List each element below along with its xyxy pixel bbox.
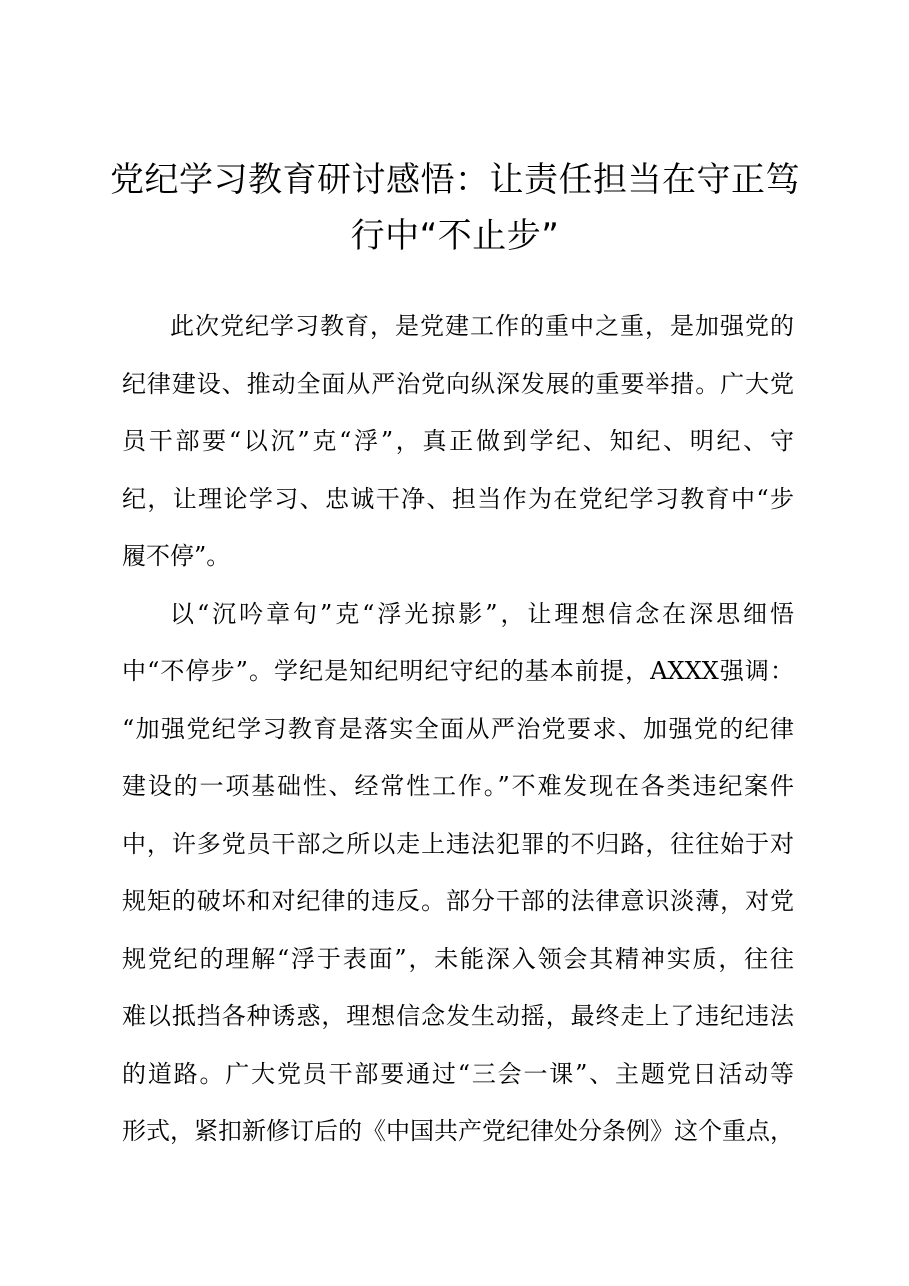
paragraph-line: 规矩的破坏和对纪律的违反。部分干部的法律意识淡薄，对党 — [122, 887, 794, 915]
paragraph-line: 的道路。广大党员干部要通过“三会一课”、主题党日活动等 — [122, 1059, 794, 1088]
paragraph-2 — [122, 586, 794, 1161]
paragraph-line: 形式，紧扣新修订后的《中国共产党纪律处分条例》这个重点， — [122, 1117, 794, 1145]
title-line: 党纪学习教育研讨感悟：让责任担当在守正笃 — [110, 160, 800, 200]
paragraph-line: 难以抵挡各种诱惑，理想信念发生动摇，最终走上了违纪违法 — [122, 1002, 794, 1030]
paragraph-line: “加强党纪学习教育是落实全面从严治党要求、加强党的纪律 — [122, 714, 794, 743]
paragraph-line: 纪，让理论学习、忠诚干净、担当作为在党纪学习教育中“步 — [122, 484, 794, 513]
paragraph-line: 纪律建设、推动全面从严治党向纵深发展的重要举措。广大党 — [122, 369, 794, 398]
paragraph-line: 规党纪的理解“浮于表面”，未能深入领会其精神实质，往往 — [122, 944, 794, 973]
paragraph-line: 以“沉吟章句”克“浮光掠影”，让理想信念在深思细悟 — [170, 599, 794, 628]
paragraph-line: 员干部要“以沉”克“浮”，真正做到学纪、知纪、明纪、守 — [122, 427, 794, 455]
paragraph-line: 中，许多党员干部之所以走上违法犯罪的不归路，往往始于对 — [122, 829, 794, 858]
paragraph-line: 中“不停步”。学纪是知纪明纪守纪的基本前提，AXXX强调： — [122, 657, 794, 685]
paragraph-line: 此次党纪学习教育，是党建工作的重中之重，是加强党的 — [170, 312, 794, 340]
title-line: 行中“不止步” — [350, 216, 560, 256]
paragraph-line: 建设的一项基础性、经常性工作。”不难发现在各类违纪案件 — [122, 772, 794, 800]
paragraph-1 — [122, 298, 794, 586]
document-title — [100, 152, 810, 264]
paragraph-line: 履不停”。 — [122, 542, 231, 570]
document-body — [122, 298, 794, 1161]
